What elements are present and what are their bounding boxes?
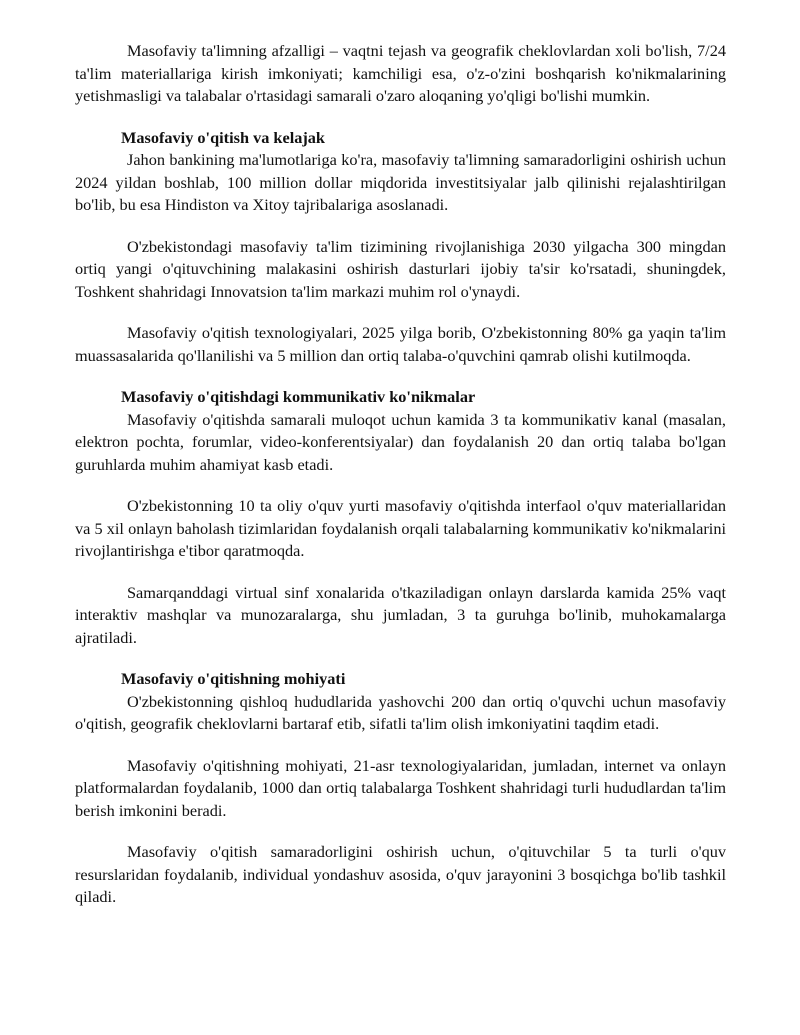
paragraph-21st-century: Masofaviy o'qitishning mohiyati, 21-asr texnologiyalaridan, jumladan, internet va onlayn platformalardan foydalanib, 1000 dan ortiq talabalarga Toshkent shahridagi turli hududlardan ta'lim berish imkonini beradi.: [75, 755, 726, 820]
paragraph-universities: O'zbekistonning 10 ta oliy o'quv yurti masofaviy o'qitishda interfaol o'quv materiallaridan va 5 xil onlayn baholash tizimlaridan foydalanish orqali talabalarning kommunikativ ko'nikmalarini rivojlantirishga e'tibor qaratmoqda.: [75, 496, 726, 560]
paragraph-samarkand: Samarqanddagi virtual sinf xonalarida o'tkaziladigan onlayn darslarda kamida 25% vaqt interaktiv mashqlar va munozaralarga, shu jumladan, 3 ta guruhga bo'linib, muhokamalarga ajratiladi.: [75, 582, 726, 647]
paragraph-world-bank: Jahon bankining ma'lumotlariga ko'ra, masofaviy ta'limning samaradorligini oshirish uchun 2024 yildan boshlab, 100 million dollar miqdorida investitsiyalar jalb qilinishi rejalashtirilgan bo'lib, bu esa Hindiston va Xitoy tajribalariga asoslanadi.: [75, 150, 726, 214]
paragraph-communication-channels: Masofaviy o'qitishda samarali muloqot uchun kamida 3 ta kommunikativ kanal (masalan, elektron pochta, forumlar, video-konferentsiyalar) dan foydalanish 20 dan ortiq talaba bo'lgan guruhlarda muhim ahamiyat kasb etadi.: [75, 409, 726, 474]
heading-communication-skills: Masofaviy o'qitishdagi kommunikativ ko'nikmalar: [121, 387, 476, 406]
paragraph-teacher-training: O'zbekistondagi masofaviy ta'lim tizimining rivojlanishiga 2030 yilgacha 300 mingdan ortiq yangi o'qituvchining malakasini oshirish dasturlari ijobiy ta'sir ko'rsatadi, shuningdek, Toshkent shahridagi Innovatsion ta'lim markazi muhim rol o'ynaydi.: [75, 236, 726, 301]
document-page: [75, 40, 726, 928]
heading-essence: Masofaviy o'qitishning mohiyati: [121, 669, 346, 688]
heading-future: Masofaviy o'qitish va kelajak: [121, 127, 325, 147]
paragraph-rural-students: O'zbekistonning qishloq hududlarida yashovchi 200 dan ortiq o'quvchi uchun masofaviy o'qitish, geografik cheklovlarni bartaraf etib, sifatli ta'lim olish imkoniyatini taqdim etadi.: [75, 691, 726, 733]
paragraph-effectiveness: Masofaviy o'qitish samaradorligini oshirish uchun, o'qituvchilar 5 ta turli o'quv resurslaridan foydalanib, individual yondashuv asosida, o'quv jarayonini 3 bosqichga bo'lib tashkil qiladi.: [75, 842, 726, 906]
paragraph-technology-adoption: Masofaviy o'qitish texnologiyalari, 2025 yilga borib, O'zbekistonning 80% ga yaqin ta'lim muassasalarida qo'llanilishi va 5 million dan ortiq talaba-o'quvchini qamrab olishi kutilmoqda.: [75, 323, 726, 365]
paragraph-advantages: Masofaviy ta'limning afzalligi – vaqtni tejash va geografik cheklovlardan xoli bo'lish, 7/24 ta'lim materiallariga kirish imkoniyati; kamchiligi esa, o'z-o'zini boshqarish ko'nikmalarining yetishmasligi va talabalar o'rtasidagi samarali o'zaro aloqaning yo'qligi bo'lishi mumkin.: [75, 41, 726, 105]
